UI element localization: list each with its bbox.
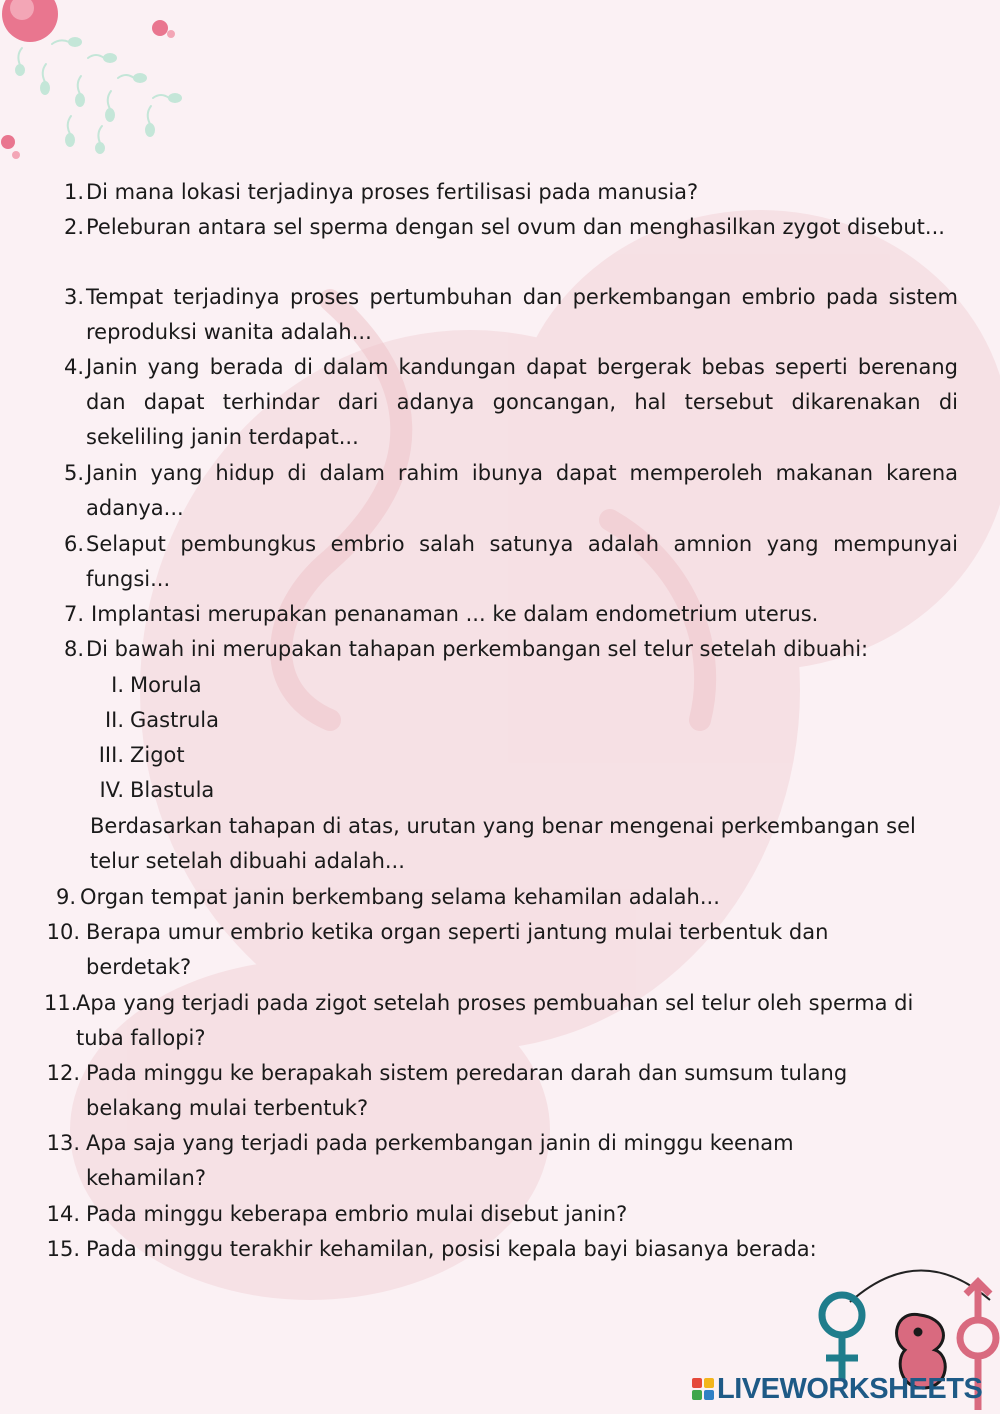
question-item <box>56 175 960 210</box>
stage-numeral: IV. <box>99 778 124 802</box>
question-item <box>44 1197 960 1232</box>
stage-numeral: III. <box>98 743 124 767</box>
question-number: 8. <box>63 637 84 661</box>
question-number: 5. <box>63 461 84 485</box>
stage-numeral: I. <box>111 673 124 697</box>
question-item <box>56 210 960 280</box>
question-number: 4. <box>63 355 84 379</box>
stage-conclusion-text: Berdasarkan tahapan di atas, urutan yang benar mengenai perkembangan sel telur setelah dibuahi adalah... <box>90 814 916 873</box>
question-number: 1. <box>63 180 84 204</box>
question-number: 11. <box>44 991 78 1015</box>
question-number: 13. <box>46 1131 80 1155</box>
stage-label: Blastula <box>130 778 215 802</box>
question-number: 2. <box>63 215 84 239</box>
question-number: 15. <box>46 1237 80 1261</box>
question-text: Di bawah ini merupakan tahapan perkembangan sel telur setelah dibuahi: <box>86 637 869 661</box>
stage-label: Morula <box>130 673 202 697</box>
question-number: 10. <box>46 920 80 944</box>
question-item <box>56 527 960 597</box>
question-item <box>56 456 960 526</box>
question-number: 9. <box>55 885 76 909</box>
question-number: 6. <box>63 532 84 556</box>
female-symbol-icon <box>822 1295 862 1380</box>
question-item <box>44 986 960 1056</box>
question-text: Di mana lokasi terjadinya proses fertilisasi pada manusia? <box>86 180 699 204</box>
question-number: 7. <box>63 602 84 626</box>
question-item <box>50 880 960 915</box>
question-text: Berapa umur embrio ketika organ seperti jantung mulai terbentuk dan berdetak? <box>86 920 829 979</box>
question-item <box>44 915 960 985</box>
question-item <box>56 350 960 455</box>
sperm-icon <box>16 38 181 153</box>
stage-item <box>90 738 390 773</box>
question-text: Pada minggu keberapa embrio mulai disebut janin? <box>86 1202 628 1226</box>
brand-text: LIVEWORKSHEETS <box>717 1372 983 1405</box>
question-text: Organ tempat janin berkembang selama kehamilan adalah... <box>80 885 720 909</box>
question-text: Apa saja yang terjadi pada perkembangan janin di minggu keenam kehamilan? <box>86 1131 794 1190</box>
question-text: Tempat terjadinya proses pertumbuhan dan perkembangan embrio pada sistem reproduksi wanita adalah... <box>86 285 958 344</box>
question-text: Janin yang hidup di dalam rahim ibunya dapat memperoleh makanan karena adanya... <box>86 461 958 520</box>
question-text: Apa yang terjadi pada zigot setelah proses pembuahan sel telur oleh sperma di tuba fallopi? <box>76 991 914 1050</box>
question-item <box>56 280 960 350</box>
question-item <box>56 632 960 667</box>
question-item <box>44 1232 960 1267</box>
liveworksheets-brand[interactable] <box>692 1374 982 1404</box>
stage-numeral: II. <box>104 708 124 732</box>
question-number: 3. <box>63 285 84 309</box>
question-text: Pada minggu terakhir kehamilan, posisi kepala bayi biasanya berada: <box>86 1237 817 1261</box>
question-text: Implantasi merupakan penanaman ... ke dalam endometrium uterus. <box>91 602 819 626</box>
stage-item <box>90 773 390 808</box>
question-text: Pada minggu ke berapakah sistem peredaran darah dan sumsum tulang belakang mulai terbentuk? <box>86 1061 848 1120</box>
question-item <box>44 1056 960 1126</box>
question-text: Peleburan antara sel sperma dengan sel ovum dan menghasilkan zygot disebut... <box>86 215 945 239</box>
liveworksheets-logo-icon <box>692 1378 714 1400</box>
stage-label: Zigot <box>130 743 185 767</box>
question-number: 14. <box>46 1202 80 1226</box>
question-text: Janin yang berada di dalam kandungan dapat bergerak bebas seperti berenang dan dapat terhindar dari adanya goncangan, hal tersebut dikarenakan di sekeliling janin terdapat... <box>86 355 958 449</box>
question-text: Selaput pembungkus embrio salah satunya adalah amnion yang mempunyai fungsi... <box>86 532 958 591</box>
stage-item <box>90 668 390 703</box>
stage-conclusion <box>90 809 960 879</box>
question-item <box>56 597 960 632</box>
question-item <box>44 1126 960 1196</box>
stage-item <box>90 703 390 738</box>
stage-label: Gastrula <box>130 708 219 732</box>
question-number: 12. <box>46 1061 80 1085</box>
sperm-decoration <box>0 0 200 175</box>
